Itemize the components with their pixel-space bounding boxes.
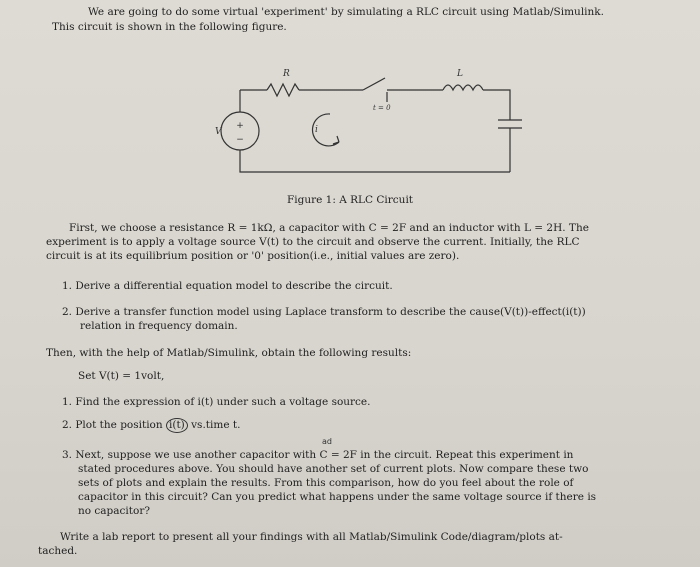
then-line: Then, with the help of Matlab/Simulink, obtain the following results: <box>46 347 412 359</box>
set-v-line: Set V(t) = 1volt, <box>78 370 165 382</box>
para1-line-3: circuit is at its equilibrium position or '0' position(i.e., initial values are zero). <box>46 250 460 262</box>
handwritten-note: ad <box>322 437 332 446</box>
list2-item-3-line-3: sets of plots and explain the results. From this comparison, how do you feel about the role of <box>78 477 574 489</box>
switch-blade <box>363 78 385 90</box>
minus-sign: − <box>236 135 244 145</box>
figure-caption: Figure 1: A RLC Circuit <box>286 194 414 206</box>
label-t0: t = 0 <box>373 104 391 112</box>
closing-line-1: Write a lab report to present all your findings with all Matlab/Simulink Code/diagram/plots at- <box>60 531 563 543</box>
plus-sign: + <box>236 121 244 131</box>
list2-item-3-line-4: capacitor in this circuit? Can you predict what happens under the same voltage source if there is <box>78 491 597 503</box>
circled-it: i(t) <box>166 418 188 433</box>
list2-item-1: 1. Find the expression of i(t) under such a voltage source. <box>62 396 371 408</box>
resistor-symbol <box>267 84 299 96</box>
label-i: i <box>315 125 318 135</box>
label-l: L <box>457 69 463 79</box>
list2-item-3-line-5: no capacitor? <box>78 505 150 517</box>
intro-line-1: We are going to do some virtual 'experiment' by simulating a RLC circuit using Matlab/Simulink. <box>88 6 605 18</box>
list2-item-2 <box>62 418 240 433</box>
list2-item-3-line-1: 3. Next, suppose we use another capacitor with C = 2F in the circuit. Repeat this experiment in <box>62 449 574 461</box>
wire-right-top <box>483 90 510 120</box>
list1-item-2-line-1: 2. Derive a transfer function model using Laplace transform to describe the cause(V(t))-effect(i(t)) <box>62 306 586 318</box>
label-r: R <box>283 69 290 79</box>
list2-item-2-post: vs.time t. <box>191 419 241 431</box>
list2-item-2-pre: 2. Plot the position <box>62 419 163 431</box>
label-v: V <box>215 127 222 137</box>
intro-line-2: This circuit is shown in the following figure. <box>52 21 287 33</box>
closing-line-2: tached. <box>38 545 78 557</box>
list2-item-3-line-2: stated procedures above. You should have another set of current plots. Now compare these two <box>78 463 589 475</box>
list1-item-2-line-2: relation in frequency domain. <box>80 320 238 332</box>
para1-line-1: First, we choose a resistance R = 1kΩ, a capacitor with C = 2F and an inductor with L = 2H. The <box>69 222 589 234</box>
inductor-symbol <box>443 85 483 90</box>
list1-item-1: 1. Derive a differential equation model to describe the circuit. <box>62 280 393 292</box>
current-arrow-head <box>333 136 339 144</box>
wire-bottom <box>240 150 510 172</box>
para1-line-2: experiment is to apply a voltage source V(t) to the circuit and observe the current. Initially, the RLC <box>46 236 580 248</box>
rlc-circuit-diagram <box>215 62 675 187</box>
